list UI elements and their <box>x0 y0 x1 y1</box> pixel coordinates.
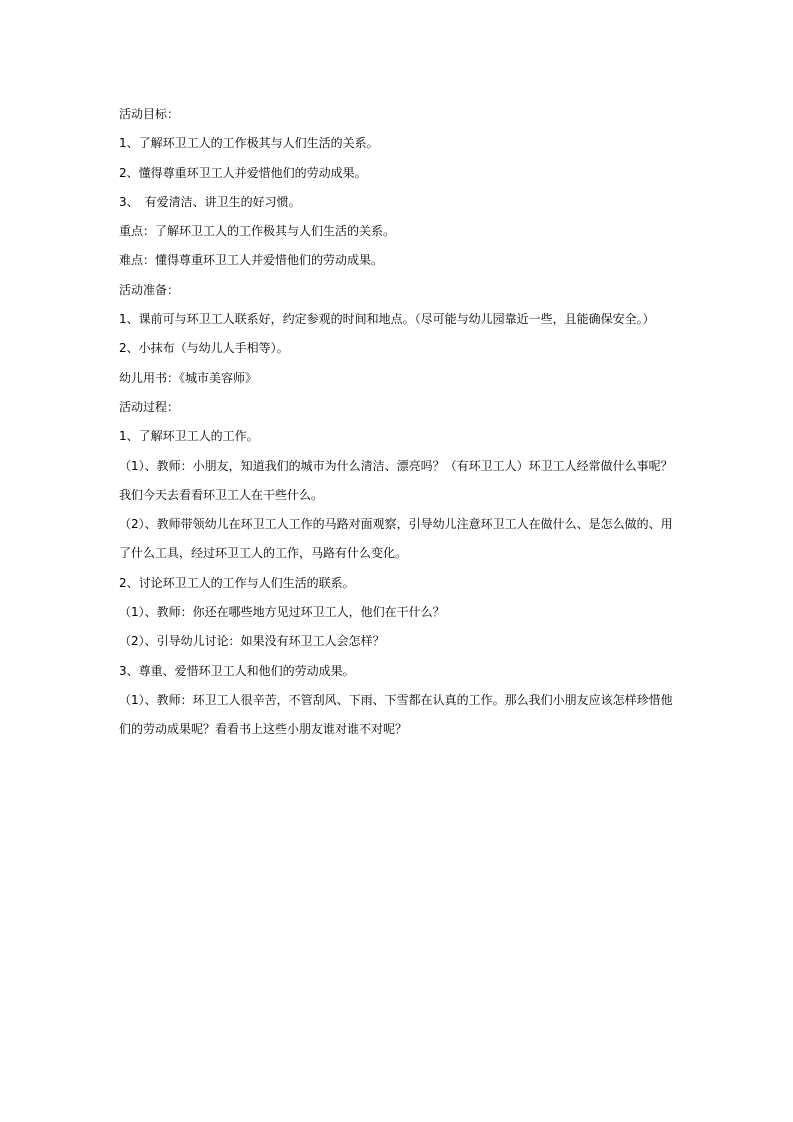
goal-item-1: 1、了解环卫工人的工作极其与人们生活的关系。 <box>119 136 379 151</box>
prep-heading: 活动准备： <box>119 282 180 297</box>
step-1-2-line-2: 了什么工具，经过环卫工人的工作，马路有什么变化。 <box>119 546 408 561</box>
step-2-2: （2）、引导幼儿讨论：如果没有环卫工人会怎样？ <box>119 634 385 649</box>
step-1-1-line-2: 我们今天去看看环卫工人在干些什么。 <box>119 487 324 502</box>
step-1-1-line-1: （1）、教师：小朋友，知道我们的城市为什么清洁、漂亮吗？（有环卫工人）环卫工人经常做什么事呢？ <box>119 458 673 473</box>
difficulty-point: 难点：懂得尊重环卫工人并爱惜他们的劳动成果。 <box>119 253 384 268</box>
children-book: 幼儿用书：《城市美容师》 <box>119 370 258 385</box>
goal-item-2: 2、懂得尊重环卫工人并爱惜他们的劳动成果。 <box>119 165 367 180</box>
step-2: 2、讨论环卫工人的工作与人们生活的联系。 <box>119 575 355 590</box>
document-body <box>119 100 689 745</box>
step-1-2-line-1: （2）、教师带领幼儿在环卫工人工作的马路对面观察，引导幼儿注意环卫工人在做什么、是怎么做的、用 <box>119 517 673 532</box>
step-3: 3、尊重、爱惜环卫工人和他们的劳动成果。 <box>119 663 355 678</box>
key-point: 重点：了解环卫工人的工作极其与人们生活的关系。 <box>119 224 396 239</box>
prep-item-2: 2、小抹布（与幼儿人手相等）。 <box>119 341 289 356</box>
step-3-1-line-1: （1）、教师：环卫工人很辛苦，不管刮风、下雨、下雪都在认真的工作。那么我们小朋友应该怎样珍惜他 <box>119 692 673 707</box>
goals-heading: 活动目标： <box>119 107 180 121</box>
process-heading: 活动过程： <box>119 399 180 414</box>
step-2-1: （1）、教师：你还在哪些地方见过环卫工人，他们在干什么？ <box>119 605 445 620</box>
step-3-1-line-2: 们的劳动成果呢？看看书上这些小朋友谁对谁不对呢？ <box>119 722 408 737</box>
prep-item-1: 1、课前可与环卫工人联系好，约定参观的时间和地点。（尽可能与幼儿园靠近一些，且能确保安全。） <box>119 312 655 327</box>
goal-item-3: 3、 有爱清洁、讲卫生的好习惯。 <box>119 194 301 209</box>
step-1: 1、了解环卫工人的工作。 <box>119 429 259 444</box>
